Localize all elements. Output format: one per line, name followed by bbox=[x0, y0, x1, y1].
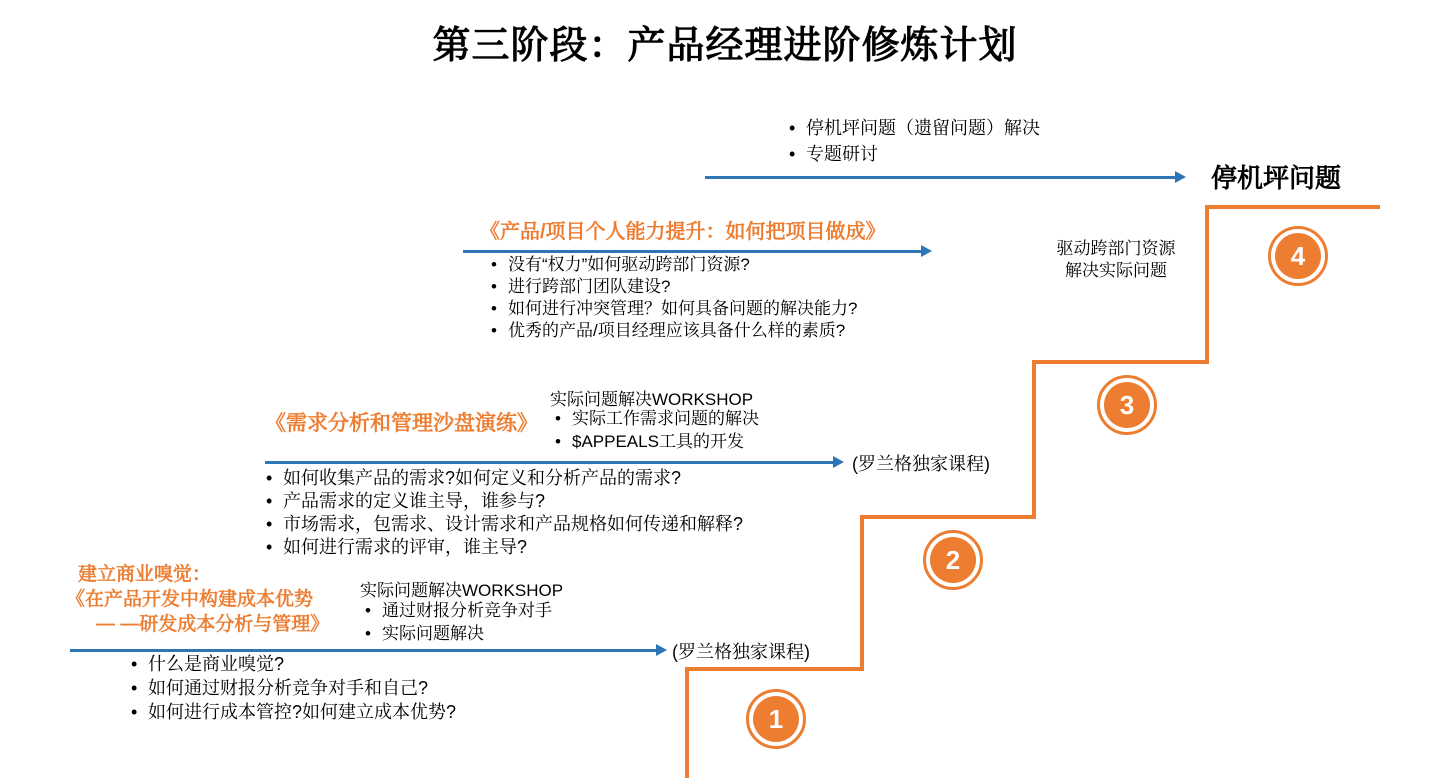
step-3-number: 3 bbox=[1104, 382, 1150, 428]
stage4-bullet-list bbox=[786, 115, 1040, 167]
stage1-workshop-title: 实际问题解决WORKSHOP bbox=[360, 581, 564, 600]
bullet-item: • 如何通过财报分析竞争对手和自己? bbox=[128, 676, 456, 700]
bullet-item: • 通过财报分析竞争对手 bbox=[362, 599, 552, 622]
bullet-item: • 如何进行冲突管理？如何具备问题的解决能力? bbox=[488, 298, 857, 320]
step-4-number: 4 bbox=[1275, 233, 1321, 279]
stage3-side-label-line1: 驱动跨部门资源 bbox=[1056, 239, 1176, 258]
stage1-bullet-list bbox=[128, 652, 456, 724]
bullet-item: • 优秀的产品/项目经理应该具备什么样的素质? bbox=[488, 320, 857, 342]
page-title: 第三阶段：产品经理进阶修炼计划 bbox=[432, 25, 1018, 67]
stage2-arrow bbox=[265, 461, 833, 464]
stage1-heading-line2: 《在产品开发中构建成本优势 bbox=[66, 589, 314, 610]
stage3-side-label bbox=[1028, 238, 1204, 282]
stage2-workshop-title: 实际问题解决WORKSHOP bbox=[550, 390, 754, 409]
stage4-result-title: 停机坪问题 bbox=[1211, 163, 1342, 193]
stage3-side-label-line2: 解决实际问题 bbox=[1065, 261, 1167, 280]
bullet-item: • 产品需求的定义谁主导，谁参与? bbox=[263, 490, 743, 513]
step-1-number: 1 bbox=[753, 696, 799, 742]
bullet-item: • 进行跨部门团队建设? bbox=[488, 276, 857, 298]
step-2-badge bbox=[923, 530, 983, 590]
bullet-item: • 没有“权力”如何驱动跨部门资源? bbox=[488, 254, 857, 276]
step-1-badge bbox=[746, 689, 806, 749]
stage3-heading: 《产品/项目个人能力提升：如何把项目做成》 bbox=[480, 221, 886, 243]
bullet-item: • 如何进行成本管控?如何建立成本优势? bbox=[128, 700, 456, 724]
step-3-badge bbox=[1097, 375, 1157, 435]
bullet-item: • 实际工作需求问题的解决 bbox=[552, 407, 759, 430]
bullet-item: • 如何收集产品的需求?如何定义和分析产品的需求? bbox=[263, 467, 743, 490]
bullet-item: • 如何进行需求的评审，谁主导? bbox=[263, 536, 743, 559]
stage3-arrow bbox=[463, 250, 921, 253]
bullet-item: • $APPEALS工具的开发 bbox=[552, 430, 759, 453]
stage1-course-label: (罗兰格独家课程) bbox=[672, 642, 810, 662]
stage1-heading-line3: — —研发成本分析与管理》 bbox=[96, 614, 330, 635]
bullet-item: • 市场需求，包需求、设计需求和产品规格如何传递和解释? bbox=[263, 513, 743, 536]
stage1-workshop-bullet-list bbox=[362, 599, 552, 645]
step-4-badge bbox=[1268, 226, 1328, 286]
stage2-heading: 《需求分析和管理沙盘演练》 bbox=[265, 412, 538, 435]
stage1-heading-line1: 建立商业嗅觉： bbox=[78, 564, 212, 585]
stage1-heading bbox=[66, 562, 329, 637]
stage3-bullet-list bbox=[488, 254, 857, 342]
bullet-item: • 停机坪问题（遗留问题）解决 bbox=[786, 115, 1040, 141]
stage2-bullet-list bbox=[263, 467, 743, 559]
stage2-workshop-bullet-list bbox=[552, 407, 759, 453]
bullet-item: • 实际问题解决 bbox=[362, 622, 552, 645]
step-2-number: 2 bbox=[930, 537, 976, 583]
stage2-course-label: (罗兰格独家课程) bbox=[852, 454, 990, 474]
stage4-arrow bbox=[705, 176, 1175, 179]
bullet-item: • 专题研讨 bbox=[786, 141, 1040, 167]
bullet-item: • 什么是商业嗅觉? bbox=[128, 652, 456, 676]
